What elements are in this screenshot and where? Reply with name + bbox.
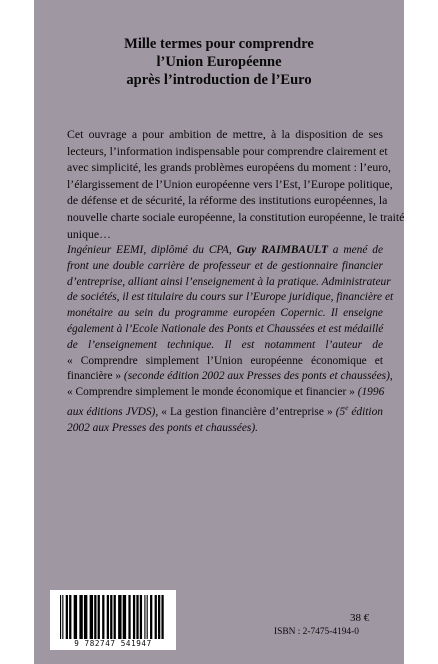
barcode-bar [147, 595, 148, 639]
price: 38 € [350, 612, 370, 624]
barcode-bar [102, 595, 104, 639]
bio-line [67, 401, 383, 421]
barcode-bar [74, 595, 77, 639]
intro-line: lecteurs, l’information indispensable pour comprendre clairement et [67, 143, 388, 158]
book-title [34, 35, 404, 89]
intro-line: unique… [67, 226, 111, 241]
book-edition-2-end: aux éditions JVDS), [67, 405, 162, 418]
barcode-digits: 9 782747 541947 [74, 639, 152, 648]
barcode-bar [150, 595, 152, 639]
author-bio [67, 243, 394, 436]
barcode-bar [84, 595, 87, 639]
barcode-bar [140, 595, 142, 639]
book-title-3: « La gestion financière d’entreprise » [161, 405, 333, 418]
bio-line: de l’enseignement technique. Il est notamment l’auteur de [67, 338, 383, 351]
intro-line: Cet ouvrage a pour ambition de mettre, à la disposition de ses [67, 127, 383, 141]
barcode-bar [118, 595, 121, 639]
barcode-bar [94, 595, 96, 639]
bio-text: a mené de [327, 244, 383, 256]
barcode-bars [56, 595, 170, 639]
book-title-2: « Comprendre simplement le monde économique et financier » [67, 386, 355, 399]
author-name: Guy RAIMBAULT [236, 244, 328, 256]
bio-line [67, 385, 383, 401]
book-title-1: « Comprendre simplement l’Union européenne économique et [67, 354, 383, 367]
bio-line [67, 243, 383, 259]
bio-line: 2002 aux Presses des ponts et chaussées). [67, 421, 258, 434]
bio-line: front une double carrière de professeur et de gestionnaire financier [67, 259, 383, 272]
barcode-bar [114, 595, 116, 639]
title-line-3: après l’introduction de l’Euro [126, 72, 312, 88]
title-line-1: Mille termes pour comprendre [124, 36, 314, 52]
bio-line: monétaire au sein du programme européen Copernic. Il enseigne [67, 307, 383, 320]
barcode-bar [136, 595, 138, 639]
barcode-bar [133, 595, 135, 639]
barcode-bar [107, 595, 109, 639]
intro-line: avec simplicité, les grands problèmes européens du moment : l’euro, [67, 160, 391, 175]
barcode-bar [128, 595, 130, 639]
barcode-bar [79, 595, 82, 639]
intro-line: l’élargissement de l’Union européenne vers l’Est, l’Europe politique, [67, 176, 393, 191]
barcode-bar [161, 595, 163, 639]
barcode-bar [90, 595, 93, 639]
barcode-bar [155, 595, 157, 639]
barcode-bar [123, 595, 126, 639]
bio-text: Ingénieur EEMI, diplômé du CPA, [67, 244, 237, 256]
intro-paragraph [67, 126, 405, 242]
isbn: ISBN : 2-7475-4194-0 [274, 627, 359, 637]
intro-line: nouvelle charte sociale européenne, la constitution européenne, le traité [67, 209, 405, 224]
barcode-bar [60, 595, 61, 639]
title-line-2: l’Union Européenne [156, 54, 282, 70]
barcode [50, 590, 176, 650]
barcode-bar [66, 595, 68, 639]
barcode-bar [144, 595, 145, 639]
bio-line [67, 369, 393, 385]
barcode-bar [69, 595, 71, 639]
barcode-bar [158, 595, 160, 639]
barcode-bar [98, 595, 100, 639]
edition-superscript: e [345, 403, 349, 412]
bio-line: également à l’Ecole Nationale des Ponts et Chaussées et est médaillé [67, 322, 384, 335]
barcode-bar [110, 595, 112, 639]
intro-line: de défense et de sécurité, la réforme des institutions européennes, la [67, 193, 388, 208]
book-edition-2: (1996 [354, 386, 385, 399]
book-edition-1: (seconde édition 2002 aux Presses des ponts et chaussées), [121, 370, 393, 383]
book-edition-3: (5 [332, 405, 346, 418]
bio-line: de sociétés, il est titulaire du cours sur l’Europe juridique, financière et [67, 291, 394, 304]
book-edition-3b: édition [348, 405, 383, 418]
book-title-1-end: financière » [67, 370, 122, 383]
barcode-bar [62, 595, 63, 639]
bio-line: d’entreprise, alliant ainsi l’enseignement à la pratique. Administrateur [67, 275, 391, 288]
